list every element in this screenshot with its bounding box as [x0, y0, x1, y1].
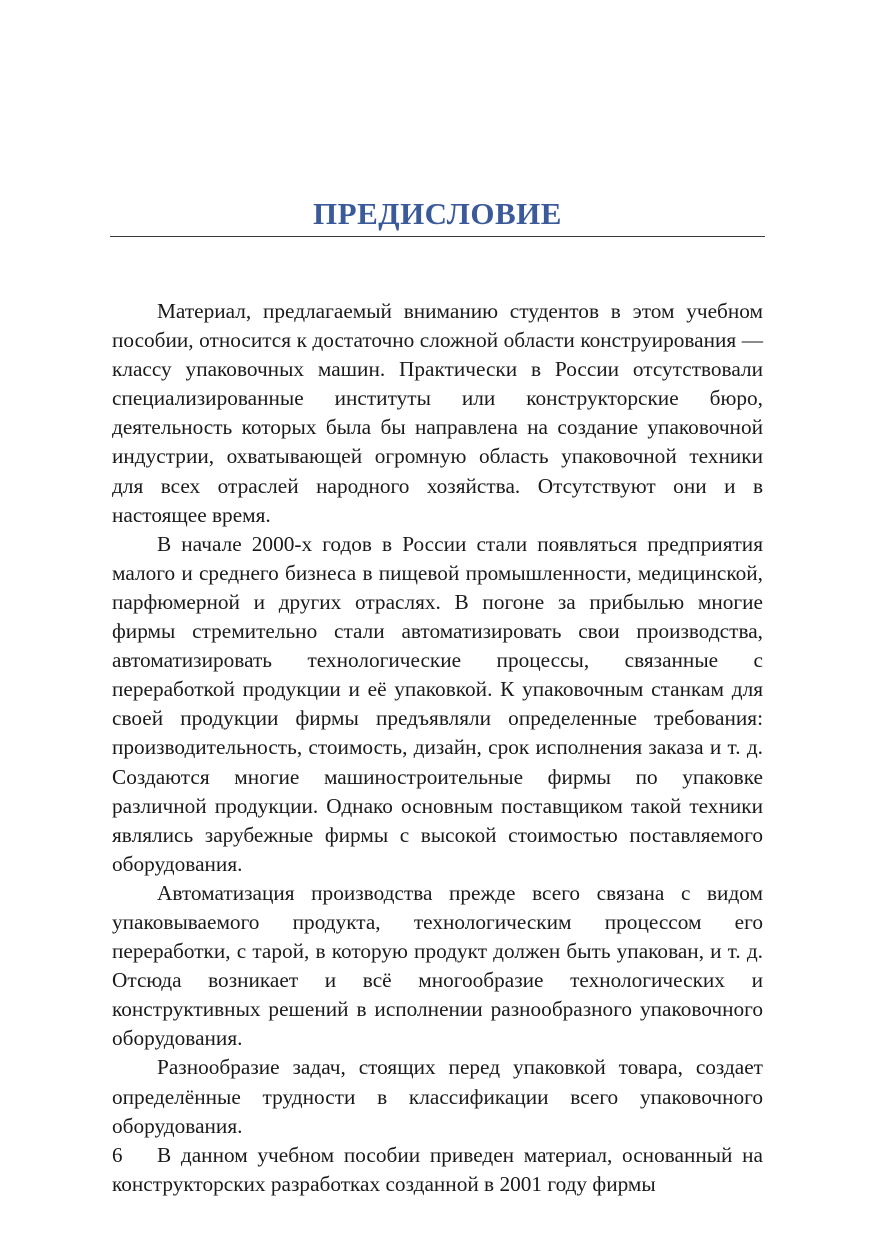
paragraph-4: Разнообразие задач, стоящих перед упаковкой товара, создает определённые трудности в классификации всего упаковочного оборудования. [112, 1055, 763, 1138]
title-underline-divider [110, 236, 765, 237]
body-text [112, 297, 763, 1199]
page-number: 6 [112, 1143, 123, 1167]
paragraph-2: В начале 2000-х годов в России стали появляться предприятия малого и среднего бизнеса в пищевой промышленности, медицинской, парфюмерной и других отраслях. В погоне за прибылью многие фирмы стремительно стали автоматизировать свои производства, автоматизировать технологические процессы, связанные с переработкой продукции и её упаковкой. К упаковочным станкам для своей продукции фирмы предъявляли определенные требования: производительность, стоимость, дизайн, срок исполнения заказа и т. д. Создаются многие машиностроительные фирмы по упаковке различной продукции. Однако основным поставщиком такой техники являлись зарубежные фирмы с высокой стоимостью поставляемого оборудования. [112, 531, 763, 876]
paragraph-1: Материал, предлагаемый вниманию студентов в этом учебном пособии, относится к достаточно сложной области конструирования — классу упаковочных машин. Практически в России отсутствовали специализированные институты или конструкторские бюро, деятельность которых была бы направлена на создание упаковочной индустрии, охватывающей огромную область упаковочной техники для всех отраслей народного хозяйства. Отсутствуют они и в настоящее время. [112, 299, 763, 527]
page-title: ПРЕДИСЛОВИЕ [313, 196, 562, 231]
paragraph-5: В данном учебном пособии приведен материал, основанный на конструкторских разработках созданной в 2001 году фирмы [112, 1142, 763, 1196]
paragraph-3: Автоматизация производства прежде всего связана с видом упаковываемого продукта, технологическим процессом его переработки, с тарой, в которую продукт должен быть упакован, и т. д. Отсюда возникает и всё многообразие технологических и конструктивных решений в исполнении разнообразного упаковочного оборудования. [112, 880, 763, 1051]
